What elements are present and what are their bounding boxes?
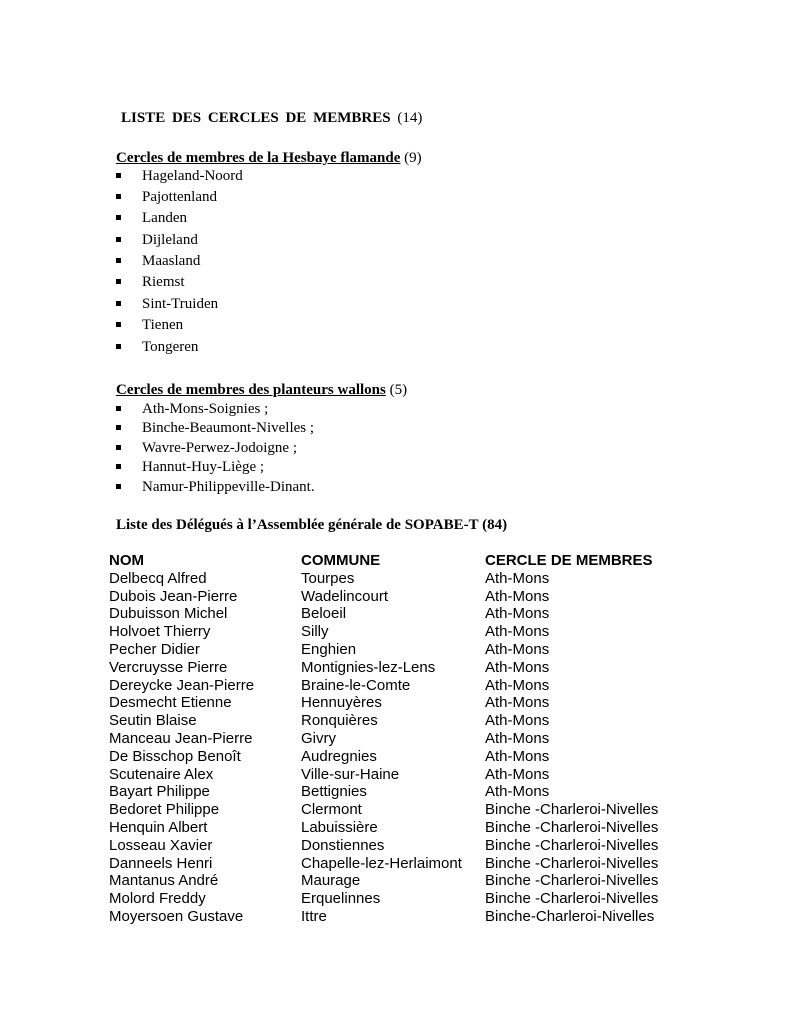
list-item-label: Tongeren — [142, 339, 199, 355]
page-title-text: LISTE DES CERCLES DE MEMBRES — [121, 110, 391, 126]
table-row — [109, 872, 685, 890]
table-row — [109, 588, 685, 606]
list-item-label: Maasland — [142, 253, 201, 269]
cell-nom: Mantanus André — [109, 872, 219, 890]
cell-nom: Dubois Jean-Pierre — [109, 587, 238, 605]
cell-nom: Scutenaire Alex — [109, 765, 214, 783]
table-row — [109, 855, 685, 873]
table-row — [109, 570, 685, 588]
cell-cercle: Binche -Charleroi-Nivelles — [485, 836, 659, 854]
table-row — [109, 801, 685, 819]
cell-nom: Pecher Didier — [109, 640, 200, 658]
table-row — [109, 819, 685, 837]
cell-commune: Clermont — [301, 801, 362, 819]
cell-cercle: Ath-Mons — [485, 569, 550, 587]
cell-commune: Ittre — [301, 907, 327, 925]
section-title-hesbaye-count: (9) — [404, 150, 422, 166]
delegates-title: Liste des Délégués à l’Assemblée générale de SOPABE-T (84) — [116, 517, 508, 533]
table-row — [109, 908, 685, 926]
cell-commune: Beloeil — [301, 605, 347, 623]
cell-commune: Maurage — [301, 872, 361, 890]
bullet-icon — [116, 464, 121, 469]
cell-nom: Dubuisson Michel — [109, 605, 228, 623]
cell-nom: Desmecht Etienne — [109, 694, 232, 712]
table-row — [109, 783, 685, 801]
list-item-label: Binche-Beaumont-Nivelles ; — [142, 420, 315, 436]
table-row — [109, 730, 685, 748]
cell-nom: Manceau Jean-Pierre — [109, 729, 253, 747]
cell-commune: Audregnies — [301, 747, 377, 765]
cell-commune: Givry — [301, 729, 336, 747]
bullet-icon — [116, 237, 121, 242]
cell-nom: Dereycke Jean-Pierre — [109, 676, 255, 694]
bullet-icon — [116, 173, 121, 178]
cell-nom: Moyersoen Gustave — [109, 907, 244, 925]
table-row — [109, 677, 685, 695]
table-row — [109, 641, 685, 659]
cell-nom: Molord Freddy — [109, 890, 206, 908]
cell-commune: Montignies-lez-Lens — [301, 658, 436, 676]
table-row — [109, 623, 685, 641]
bullet-icon — [116, 445, 121, 450]
cell-cercle: Binche -Charleroi-Nivelles — [485, 801, 659, 819]
bullet-icon — [116, 406, 121, 411]
column-header-commune: COMMUNE — [301, 552, 381, 569]
table-row — [109, 748, 685, 766]
cell-commune: Donstiennes — [301, 836, 385, 854]
cell-nom: Delbecq Alfred — [109, 569, 207, 587]
cell-cercle: Ath-Mons — [485, 676, 550, 694]
table-row — [109, 605, 685, 623]
cell-commune: Erquelinnes — [301, 890, 381, 908]
bullet-icon — [116, 322, 121, 327]
list-item-label: Hannut-Huy-Liège ; — [142, 459, 265, 475]
bullet-icon — [116, 425, 121, 430]
cell-cercle: Ath-Mons — [485, 640, 550, 658]
list-item-label: Pajottenland — [142, 189, 217, 205]
section-title-hesbaye-text: Cercles de membres de la Hesbaye flamande — [116, 150, 401, 166]
list-item-label: Hageland-Noord — [142, 168, 243, 184]
cell-cercle: Ath-Mons — [485, 658, 550, 676]
list-item-label: Landen — [142, 210, 187, 226]
list-item-label: Sint-Truiden — [142, 296, 219, 312]
section-title-wallons-count: (5) — [389, 382, 408, 398]
cell-commune: Tourpes — [301, 569, 355, 587]
table-row — [109, 766, 685, 784]
column-header-cercle: CERCLE DE MEMBRES — [485, 552, 653, 569]
cell-cercle: Ath-Mons — [485, 783, 550, 801]
cell-commune: Chapelle-lez-Herlaimont — [301, 854, 462, 872]
cell-commune: Labuissière — [301, 818, 378, 836]
cell-commune: Hennuyères — [301, 694, 382, 712]
page-title-count: (14) — [397, 110, 423, 126]
bullet-icon — [116, 194, 121, 199]
cell-nom: Seutin Blaise — [109, 712, 197, 730]
cell-commune: Wadelincourt — [301, 587, 388, 605]
table-row — [109, 694, 685, 712]
section-title-wallons-text: Cercles de membres des planteurs wallons — [116, 382, 386, 398]
list-item-label: Wavre-Perwez-Jodoigne ; — [142, 440, 297, 456]
cell-cercle: Binche -Charleroi-Nivelles — [485, 818, 659, 836]
cell-commune: Silly — [301, 623, 329, 641]
cell-cercle: Ath-Mons — [485, 623, 550, 641]
cell-cercle: Binche -Charleroi-Nivelles — [485, 854, 659, 872]
list-item-label: Riemst — [142, 274, 185, 290]
bullet-icon — [116, 279, 121, 284]
cell-nom: De Bisschop Benoît — [109, 747, 241, 765]
cell-cercle: Binche-Charleroi-Nivelles — [485, 907, 655, 925]
table-header-row — [109, 552, 685, 570]
bullet-icon — [116, 215, 121, 220]
cell-cercle: Binche -Charleroi-Nivelles — [485, 872, 659, 890]
bullet-icon — [116, 344, 121, 349]
list-item-label: Dijleland — [142, 232, 198, 248]
cell-nom: Bedoret Philippe — [109, 801, 220, 819]
cell-nom: Henquin Albert — [109, 818, 208, 836]
cell-nom: Danneels Henri — [109, 854, 213, 872]
cell-commune: Ronquières — [301, 712, 378, 730]
cell-cercle: Ath-Mons — [485, 729, 550, 747]
column-header-nom: NOM — [109, 552, 144, 569]
bullet-icon — [116, 484, 121, 489]
cell-commune: Enghien — [301, 640, 357, 658]
cell-cercle: Ath-Mons — [485, 765, 550, 783]
cell-nom: Vercruysse Pierre — [109, 658, 228, 676]
cell-nom: Holvoet Thierry — [109, 623, 211, 641]
cell-commune: Ville-sur-Haine — [301, 765, 400, 783]
bullet-icon — [116, 301, 121, 306]
table-row — [109, 659, 685, 677]
table-row — [109, 712, 685, 730]
cell-cercle: Ath-Mons — [485, 712, 550, 730]
cell-nom: Losseau Xavier — [109, 836, 213, 854]
cell-commune: Bettignies — [301, 783, 367, 801]
cell-commune: Braine-le-Comte — [301, 676, 411, 694]
list-item-label: Tienen — [142, 317, 184, 333]
list-item-label: Namur-Philippeville-Dinant. — [142, 479, 315, 495]
cell-nom: Bayart Philippe — [109, 783, 210, 801]
bullet-icon — [116, 258, 121, 263]
delegates-table — [109, 552, 685, 926]
list-item-label: Ath-Mons-Soignies ; — [142, 401, 269, 417]
table-row — [109, 890, 685, 908]
page-title — [121, 110, 422, 127]
table-row — [109, 837, 685, 855]
section-title-hesbaye — [116, 150, 422, 167]
cell-cercle: Ath-Mons — [485, 694, 550, 712]
cell-cercle: Ath-Mons — [485, 747, 550, 765]
section-title-wallons — [116, 382, 407, 399]
cell-cercle: Binche -Charleroi-Nivelles — [485, 890, 659, 908]
cell-cercle: Ath-Mons — [485, 605, 550, 623]
cell-cercle: Ath-Mons — [485, 587, 550, 605]
